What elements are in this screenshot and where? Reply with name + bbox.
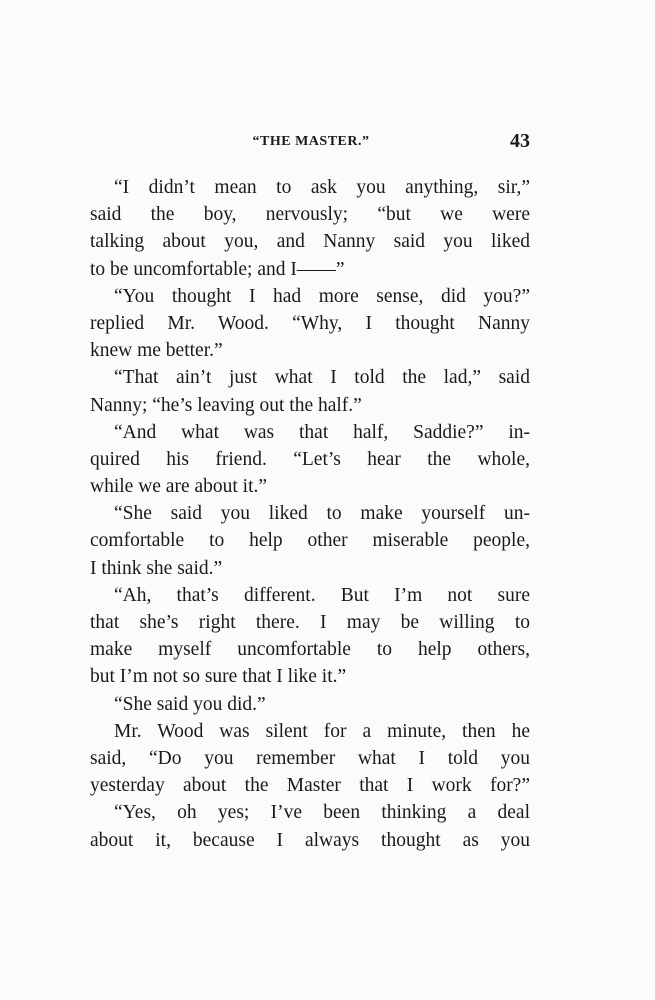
text-line: quired his friend. “Let’s hear the whole, <box>90 448 530 470</box>
text-line: I think she said.” <box>90 557 223 579</box>
page-number: 43 <box>510 130 530 152</box>
text-line: yesterday about the Master that I work for?” <box>90 775 530 797</box>
text-line: but I’m not so sure that I like it.” <box>90 666 347 688</box>
text-line: “And what was that half, Saddie?” in- <box>114 421 530 443</box>
text-line: comfortable to help other miserable people, <box>90 530 530 552</box>
text-line: that she’s right there. I may be willing to <box>90 612 530 633</box>
text-line: “Ah, that’s different. But I’m not sure <box>114 584 530 606</box>
text-line: Mr. Wood was silent for a minute, then he <box>114 720 530 742</box>
text-line: while we are about it.” <box>90 476 268 498</box>
text-line: Nanny; “he’s leaving out the half.” <box>90 394 362 416</box>
text-line: “She said you did.” <box>114 693 266 715</box>
body-text <box>90 174 530 854</box>
text-line: replied Mr. Wood. “Why, I thought Nanny <box>90 312 530 334</box>
text-line: “I didn’t mean to ask you anything, sir,” <box>114 177 530 198</box>
running-head <box>90 132 532 156</box>
text-line: “That ain’t just what I told the lad,” said <box>114 367 530 389</box>
text-line: “She said you liked to make yourself un- <box>114 503 530 525</box>
text-line: said the boy, nervously; “but we were <box>90 204 530 226</box>
text-line: to be uncomfortable; and I——” <box>90 258 345 280</box>
text-line: talking about you, and Nanny said you liked <box>90 231 530 253</box>
text-line: said, “Do you remember what I told you <box>90 747 530 769</box>
text-line: knew me better.” <box>90 340 223 362</box>
running-title: “THE MASTER.” <box>252 134 370 149</box>
text-line: “You thought I had more sense, did you?” <box>114 285 530 307</box>
text-line: make myself uncomfortable to help others, <box>90 639 530 661</box>
text-line: about it, because I always thought as you <box>90 829 530 851</box>
text-line: “Yes, oh yes; I’ve been thinking a deal <box>114 802 530 824</box>
